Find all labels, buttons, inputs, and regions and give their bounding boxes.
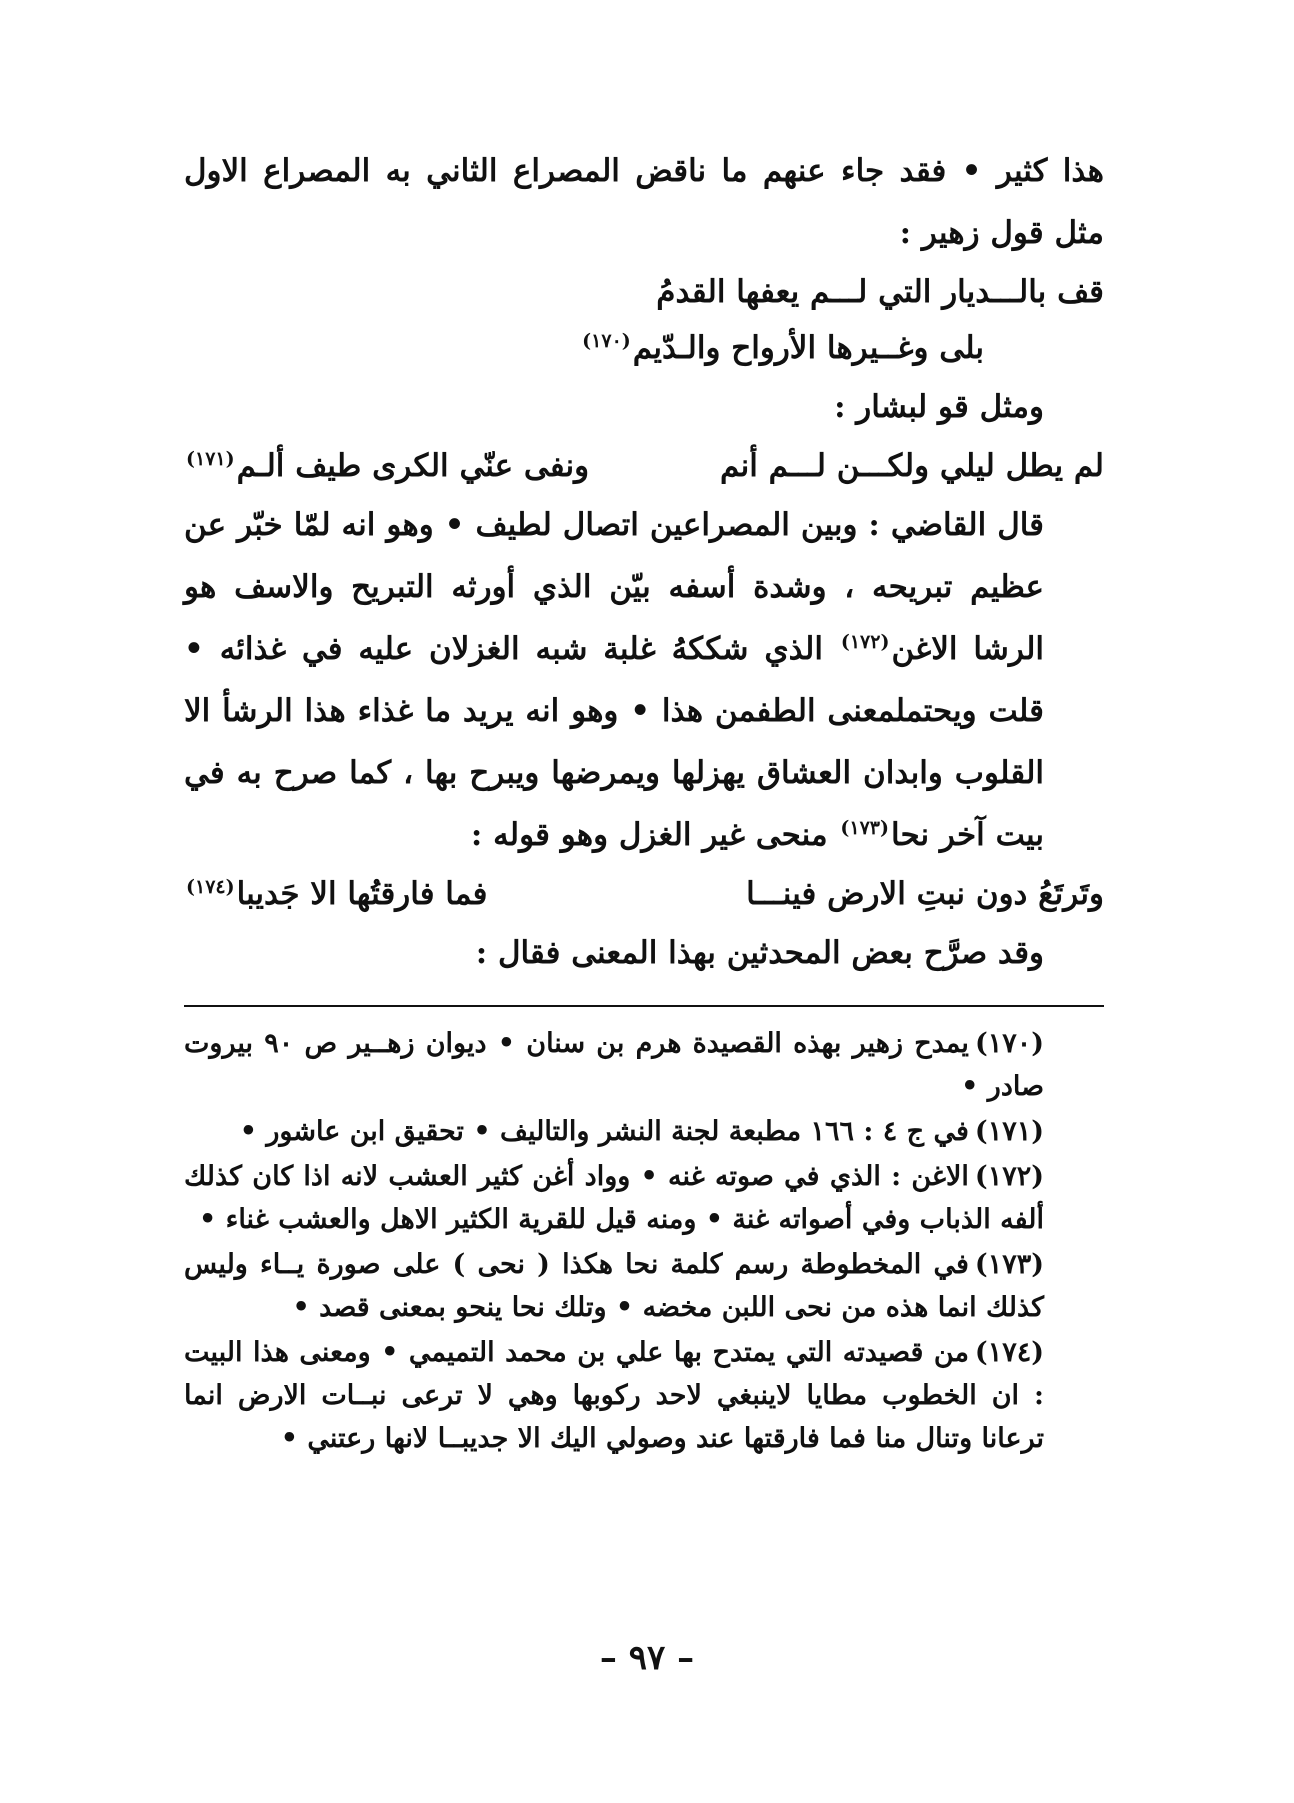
footnote-171 [184, 1110, 1104, 1153]
main-text [184, 140, 1104, 984]
footnote-172 [184, 1155, 1104, 1241]
verse-zuhair-hemistich-a: قف بالـــديار التي لـــم يعفها القدمُ [656, 274, 1104, 310]
verse-tartau [184, 866, 1104, 922]
verse-bashar-hemistich-a: لم يطل ليلي ولكـــن لـــم أنم [719, 448, 1104, 484]
footnotes [184, 1022, 1104, 1462]
footnote-ref-173[interactable]: (١٧٣) [840, 816, 890, 839]
verse-bashar-hemistich-b: ونفى عنّي الكرى طيف ألـم [236, 448, 590, 484]
paragraph-bashar-intro: ومثل قو لبشار : [834, 389, 1044, 425]
footnote-number: (١٧٤) [974, 1337, 1044, 1368]
footnote-173 [184, 1243, 1104, 1329]
verse-zuhair-first-hemistich [184, 264, 1104, 320]
footnote-text: في المخطوطة رسم كلمة نحا هكذا ( نحى ) على صورة يــاء وليس كذلك انما هذه من نحى اللبن مخضه • وتلك نحا ينحو بمعنى قصد • [184, 1249, 1044, 1323]
page-number: – ٩٧ – [599, 1638, 695, 1678]
verse-zuhair-hemistich-b-wrap [580, 320, 984, 376]
paragraph-qadi-commentary [184, 494, 1104, 866]
footnote-text: من قصيدته التي يمتدح بها علي بن محمد التميمي • ومعنى هذا البيت : ان الخطوب مطايا لاينبغي لاحد ركوبها وهي لا ترعى نبــات الارض انما ترعانا وتنال منا فما فارقتها عند وصولي اليك الا جديبــا لانها رعتني • [184, 1337, 1044, 1454]
footnote-number: (١٧٠) [974, 1028, 1045, 1059]
verse-tartau-hemistich-b-wrap [184, 866, 488, 922]
footnote-text: يمدح زهير بهذه القصيدة هرم بن سنان • ديوان زهــير ص ٩٠ بيروت صادر • [184, 1028, 1044, 1102]
footnote-number: (١٧٢) [974, 1161, 1044, 1192]
footnote-ref-171[interactable]: (١٧١) [186, 447, 235, 470]
verse-tartau-hemistich-a: وتَرتَعُ دون نبتِ الارض فينـــا [746, 876, 1104, 912]
footnote-number: (١٧١) [974, 1116, 1044, 1147]
footnote-ref-170[interactable]: (١٧٠) [582, 329, 631, 352]
footnote-text: في ج ٤ : ١٦٦ مطبعة لجنة النشر والتاليف • تحقيق ابن عاشور • [239, 1116, 969, 1147]
paragraph-qadi-part2: الذي شككهُ غلبة شبه الغزلان عليه في غذائه • قلت ويحتملمعنى الطفمن هذا • وهو انه يريد ما غذاء هذا الرشأ الا القلوب وابدان العشاق يهزلها ويمرضها ويبرح بها ، كما صرح به في بيت آخر نحا [184, 631, 1044, 853]
footnote-170 [184, 1022, 1104, 1108]
footnote-174 [184, 1331, 1104, 1460]
verse-bashar [184, 438, 1104, 494]
verse-zuhair-second-hemistich [184, 320, 1104, 376]
footnote-ref-172[interactable]: (١٧٢) [840, 630, 890, 653]
paragraph-qadi-part3: منحى غير الغزل وهو قوله : [470, 817, 828, 853]
verse-bashar-hemistich-b-wrap [184, 438, 589, 494]
footnote-text: الاغن : الذي في صوته غنه • وواد أغن كثير العشب لانه اذا كان كذلك ألفه الذباب وفي أصواته غنة • ومنه قيل للقرية الكثير الاهل والعشب غناء • [184, 1161, 1044, 1235]
verse-zuhair-hemistich-b: بلى وغــيرها الأرواح والـدّيم [632, 330, 984, 366]
paragraph-qadi-part1: قال القاضي : وبين المصراعين اتصال لطيف • وهو انه لمّا خبّر عن عظيم تبريحه ، وشدة أسفه بيّن الذي أورثه التبريح والاسف هو الرشا الاغن [184, 507, 1044, 667]
verse-tartau-hemistich-b: فما فارقتُها الا جَديبا [236, 876, 488, 912]
footnote-separator [184, 1005, 1104, 1007]
footnote-number: (١٧٣) [974, 1249, 1044, 1280]
footnote-ref-174[interactable]: (١٧٤) [186, 875, 235, 898]
paragraph-muhdathin: وقد صرَّح بعض المحدثين بهذا المعنى فقال : [475, 935, 1044, 971]
paragraph-intro: هذا كثير • فقد جاء عنهم ما ناقض المصراع الثاني به المصراع الاول مثل قول زهير : [184, 153, 1104, 251]
